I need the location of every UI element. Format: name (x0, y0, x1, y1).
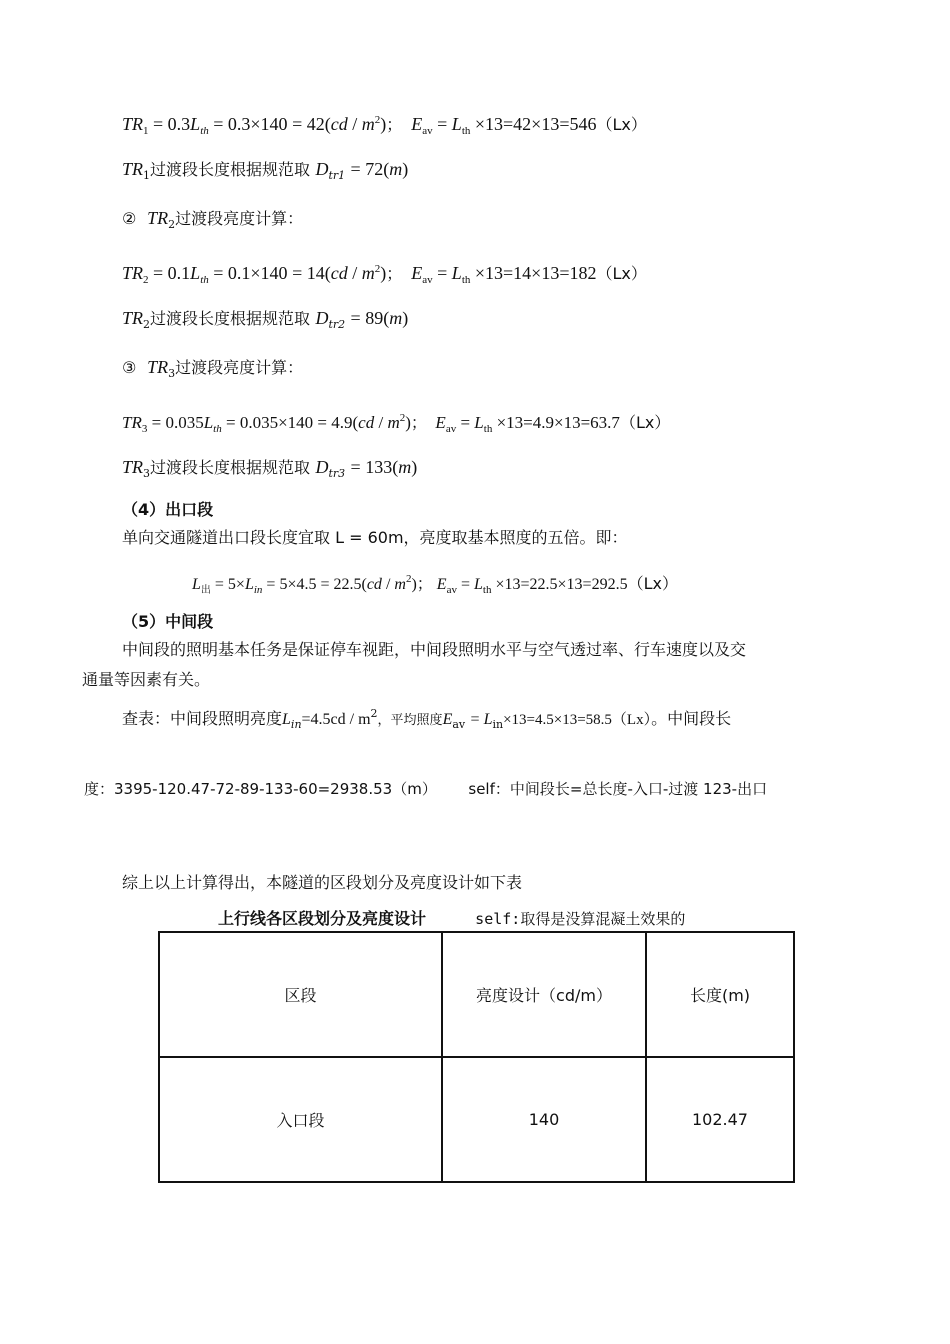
eq-superscript: 2 (374, 263, 381, 275)
eq-subscript: th (461, 125, 471, 137)
eq-symbol: L (192, 576, 201, 593)
table-header-cell: 亮度设计（cd/m） (442, 932, 646, 1057)
eq-calc: ×13=42×13=546 (474, 114, 597, 134)
eq-subscript: av (452, 718, 466, 731)
eq-calc: 0.035×140 (239, 413, 314, 432)
eq-subscript: 3 (141, 423, 148, 435)
equation-tr2: $TR_2 = 0.1L_{th} = 0.1\times 140 = 14(cd / m^2)$； $E_{av} = L_{th} \times 13=14\times 13=182(Lx)$ (122, 263, 647, 286)
eq-subscript: av (422, 125, 433, 137)
eq-separator: ； (386, 264, 403, 283)
length-value: 72 (365, 159, 384, 179)
table-header-cell: 长度(m) (646, 932, 794, 1057)
length-value: 133 (365, 457, 393, 477)
self-note: self：中间段长=总长度-入口-过渡 123-出口 (468, 780, 768, 798)
eq-separator: ； (416, 574, 433, 593)
length-text: 过渡段长度根据规范取 (150, 309, 311, 328)
eq-subscript: th (200, 125, 209, 137)
eq-subscript: av (446, 584, 457, 596)
eq-symbol: L (474, 413, 484, 432)
eq-unit: m (398, 457, 412, 477)
eq-unit: m (394, 576, 406, 593)
eq-calc: 0.1×140 (227, 263, 288, 283)
eq-symbol: D (315, 308, 329, 328)
eq-calc: = 5×4.5 = 22.5 (266, 576, 362, 593)
section-heading-exit: （4）出口段 (122, 500, 214, 519)
eq-subscript: in (253, 584, 263, 596)
exit-description: 单向交通隧道出口段长度宜取 L = 60m，亮度取基本照度的五倍。即： (122, 528, 628, 547)
heading-tr3 (122, 356, 303, 385)
lookup-calc: ×13=4.5×13=58.5（Lx） (503, 712, 652, 728)
eq-subscript: th (213, 423, 222, 435)
table-row (159, 1057, 794, 1182)
eq-symbol: TR (147, 357, 169, 377)
heading-text: 过渡段亮度计算： (175, 209, 304, 228)
equation-exit: $L_出 = 5\times L_{in} = 5\times 4.5 = 22.5(cd / m^2)$； $E_{av} = L_{th} \times 13=22.5\times 13=292.5(Lx)$ (192, 573, 678, 596)
eq-superscript: 2 (370, 707, 378, 720)
eq-symbol: E (411, 114, 423, 134)
eq-symbol: L (190, 114, 201, 134)
eq-subscript: av (422, 274, 433, 286)
eq-subscript: tr3 (328, 467, 346, 480)
eq-superscript: 2 (399, 412, 406, 424)
middle-lookup-line: 查表：中间段照明亮度$L_{in}=4.5cd / m^2$，平均照度$E_{av} = L_{in}\times 13=4.5\times 13=58.5(Lx)$。中间段长 (122, 707, 732, 731)
circled-number: ② (122, 209, 137, 228)
eq-unit: m (389, 159, 403, 179)
eq-subscript: th (461, 274, 471, 286)
eq-unit: cd (330, 114, 348, 134)
eq-symbol: L (203, 413, 214, 432)
length-tr3: $TR_3$过渡段长度根据规范取 $D_{tr3} = 133(m)$ (122, 457, 418, 480)
eq-unit: cd (358, 413, 375, 432)
eq-unit: m (361, 263, 375, 283)
length-tr1: $TR_1$过渡段长度根据规范取 $D_{tr1} = 72(m)$ (122, 159, 409, 182)
eq-unit: （Lx） (619, 413, 671, 432)
eq-unit: m (387, 413, 400, 432)
eq-coef: 0.035 (165, 413, 204, 432)
eq-symbol: TR (122, 114, 144, 134)
eq-subscript: 3 (168, 367, 176, 380)
eq-symbol: TR (122, 413, 142, 432)
eq-symbol: TR (122, 457, 144, 477)
eq-unit: cd (366, 576, 382, 593)
eq-calc: = 5× (214, 576, 245, 593)
equation-tr3: $TR_3 = 0.035L_{th} = 0.035\times 140 = 4.9(cd / m^2)$； $E_{av} = L_{th} \times 13=4.9\times 13=63.7(Lx)$ (122, 412, 671, 435)
eq-symbol: L (451, 263, 462, 283)
eq-symbol: L (282, 711, 291, 728)
eq-calc: ×13=22.5×13=292.5 (495, 576, 628, 593)
eq-coef: 0.1 (167, 263, 191, 283)
middle-description-line2: 通量等因素有关。 (82, 670, 211, 689)
eq-symbol: D (315, 159, 329, 179)
circled-number: ③ (122, 358, 137, 377)
eq-unit: （Lx） (596, 115, 647, 134)
lookup-text: 查表：中间段照明亮度 (122, 709, 283, 728)
eq-symbol: L (474, 576, 483, 593)
eq-subscript: av (445, 423, 457, 435)
eq-subscript: tr1 (328, 169, 346, 182)
table-cell: 入口段 (159, 1057, 442, 1182)
eq-superscript: 2 (374, 114, 381, 126)
table-caption-note: self:取得是没算混凝土效果的 (475, 910, 686, 928)
eq-symbol: TR (122, 159, 144, 179)
eq-unit: m (389, 308, 403, 328)
eq-subscript: 2 (143, 318, 151, 331)
eq-subscript: 出 (200, 585, 211, 596)
eq-subscript: 2 (168, 218, 176, 231)
middle-length-line (84, 778, 767, 800)
summary-text: 综上以上计算得出，本隧道的区段划分及亮度设计如下表 (122, 873, 523, 892)
table-caption-title: 上行线各区段划分及亮度设计 (218, 909, 427, 928)
eq-unit: （Lx） (596, 264, 647, 283)
heading-tr2 (122, 207, 303, 236)
eq-subscript: in (290, 718, 302, 731)
eq-result: 42 (306, 114, 325, 134)
eq-symbol: L (451, 114, 462, 134)
eq-calc: ×13=4.9×13=63.7 (496, 413, 620, 432)
eq-unit: （Lx） (627, 574, 678, 593)
middle-length-value: 度：3395-120.47-72-89-133-60=2938.53（m） (84, 780, 437, 798)
section-heading-middle: （5）中间段 (122, 612, 214, 631)
length-tr2: $TR_2$过渡段长度根据规范取 $D_{tr2} = 89(m)$ (122, 308, 409, 331)
eq-calc: ×13=14×13=182 (474, 263, 597, 283)
length-text: 过渡段长度根据规范取 (150, 160, 311, 179)
length-value: 89 (365, 308, 384, 328)
section-table (158, 931, 795, 1183)
equation-tr1: $TR_1 = 0.3L_{th} = 0.3\times 140 = 42(cd / m^2)$； $E_{av} = L_{th} \times 13=42\times 13=546(Lx)$ (122, 114, 647, 137)
eq-symbol: E (442, 711, 453, 728)
table-caption (218, 906, 685, 929)
middle-description-line1: 中间段的照明基本任务是保证停车视距，中间段照明水平与空气透过率、行车速度以及交 (122, 640, 747, 659)
eq-unit: cd (330, 263, 348, 283)
eq-coef: 0.3 (167, 114, 191, 134)
table-header-cell: 区段 (159, 932, 442, 1057)
eq-subscript: th (483, 423, 493, 435)
eq-symbol: TR (147, 208, 169, 228)
eq-symbol: L (190, 263, 201, 283)
eq-result: 4.9 (331, 413, 353, 432)
eq-superscript: 2 (405, 573, 412, 585)
eq-symbol: TR (122, 263, 144, 283)
eq-separator: ； (386, 115, 403, 134)
eq-subscript: 2 (143, 274, 149, 286)
eq-symbol: TR (122, 308, 144, 328)
lookup-text: ，平均照度 (377, 713, 443, 728)
eq-subscript: 1 (143, 169, 151, 182)
eq-symbol: L (244, 576, 254, 593)
eq-symbol: D (315, 457, 329, 477)
eq-result: 14 (306, 263, 325, 283)
lookup-value: =4.5cd / m (301, 711, 371, 728)
table-header-row (159, 932, 794, 1057)
table-cell: 140 (442, 1057, 646, 1182)
eq-subscript: in (492, 718, 504, 731)
length-text: 过渡段长度根据规范取 (150, 458, 311, 477)
eq-symbol: E (411, 263, 423, 283)
lookup-text: 。中间段长 (651, 709, 732, 728)
eq-symbol: E (435, 413, 446, 432)
eq-symbol: E (436, 576, 447, 593)
eq-separator: ； (410, 413, 427, 432)
eq-unit: m (361, 114, 375, 134)
eq-subscript: tr2 (328, 318, 346, 331)
heading-text: 过渡段亮度计算： (175, 358, 304, 377)
eq-calc: 0.3×140 (227, 114, 288, 134)
eq-subscript: 3 (143, 467, 151, 480)
eq-subscript: th (200, 274, 209, 286)
eq-subscript: th (482, 584, 492, 596)
eq-subscript: 1 (143, 125, 149, 137)
table-cell: 102.47 (646, 1057, 794, 1182)
eq-symbol: L (483, 711, 493, 728)
